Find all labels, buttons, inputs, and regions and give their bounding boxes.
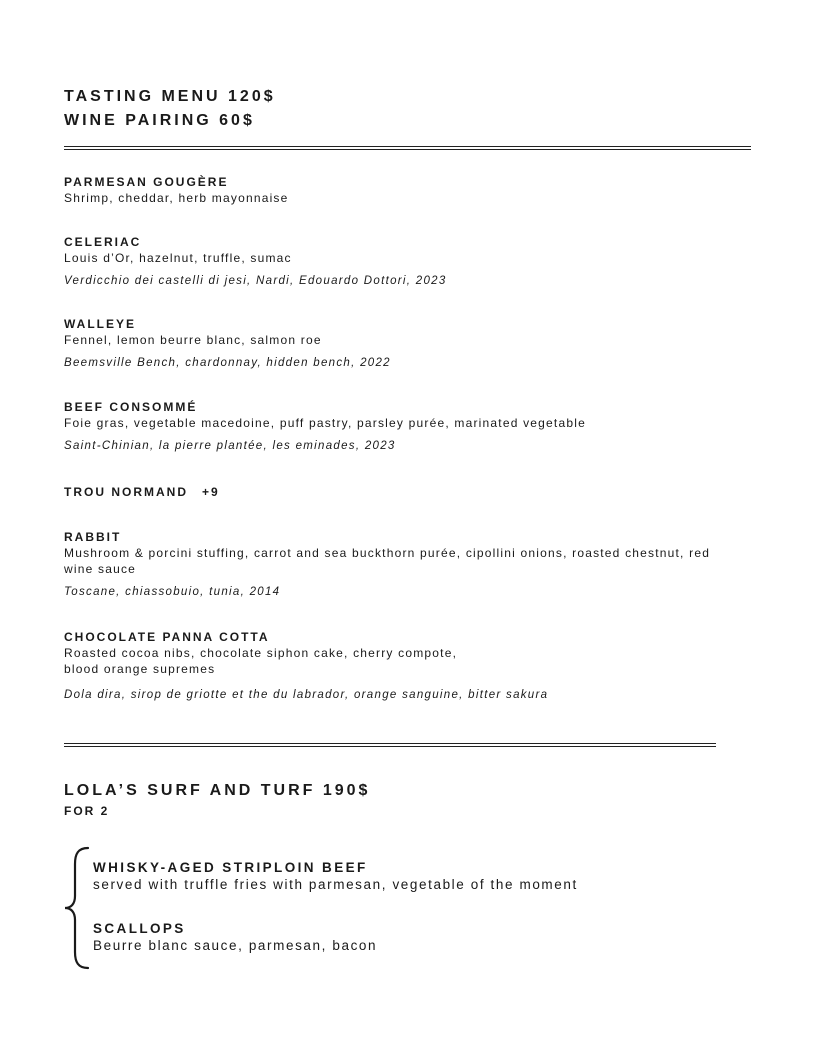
course-description-line: Roasted cocoa nibs, chocolate siphon cake, cherry compote, bbox=[64, 646, 458, 660]
course-name: RABBIT bbox=[64, 530, 122, 544]
supplement-price: +9 bbox=[202, 485, 220, 499]
surf-and-turf-title: LOLA’S SURF AND TURF 190$ bbox=[64, 782, 371, 799]
menu-header bbox=[64, 85, 276, 133]
course-description: Louis d’Or, hazelnut, truffle, sumac bbox=[64, 251, 292, 265]
course-trou-normand bbox=[64, 484, 744, 500]
top-divider bbox=[64, 146, 751, 150]
wine-pairing: Saint-Chinian, la pierre plantée, les eminades, 2023 bbox=[64, 440, 396, 452]
middle-divider bbox=[64, 743, 716, 747]
course-name: PARMESAN GOUGÈRE bbox=[64, 175, 229, 189]
course-description: Mushroom & porcini stuffing, carrot and sea buckthorn purée, cipollini onions, roasted chestnut, red wine sauce bbox=[64, 546, 711, 576]
item-description: served with truffle fries with parmesan, vegetable of the moment bbox=[93, 877, 578, 892]
surf-and-turf-subtitle: FOR 2 bbox=[64, 804, 110, 818]
course-beef-consomme bbox=[64, 399, 744, 454]
item-name: WHISKY-AGED STRIPLOIN BEEF bbox=[93, 860, 368, 875]
curly-brace-icon bbox=[60, 846, 94, 970]
course-description: Fennel, lemon beurre blanc, salmon roe bbox=[64, 333, 322, 347]
course-name: WALLEYE bbox=[64, 317, 137, 331]
course-walleye bbox=[64, 316, 744, 371]
course-chocolate-panna-cotta bbox=[64, 629, 744, 703]
wine-pairing: Dola dira, sirop de griotte et the du labrador, orange sanguine, bitter sakura bbox=[64, 689, 549, 701]
tasting-menu-price: TASTING MENU 120$ bbox=[64, 88, 276, 105]
course-name: BEEF CONSOMMÉ bbox=[64, 400, 198, 414]
item-name: SCALLOPS bbox=[93, 921, 186, 936]
surf-and-turf-item-striploin bbox=[93, 859, 733, 893]
surf-and-turf-item-scallops bbox=[93, 920, 733, 954]
wine-pairing: Toscane, chiassobuio, tunia, 2014 bbox=[64, 586, 281, 598]
course-celeriac bbox=[64, 234, 744, 289]
course-parmesan-gougere bbox=[64, 174, 744, 206]
wine-pairing: Verdicchio dei castelli di jesi, Nardi, Edouardo Dottori, 2023 bbox=[64, 275, 447, 287]
wine-pairing-price: WINE PAIRING 60$ bbox=[64, 112, 255, 129]
course-description: Foie gras, vegetable macedoine, puff pastry, parsley purée, marinated vegetable bbox=[64, 416, 586, 430]
course-name: TROU NORMAND bbox=[64, 485, 188, 499]
wine-pairing: Beemsville Bench, chardonnay, hidden bench, 2022 bbox=[64, 357, 391, 369]
item-description: Beurre blanc sauce, parmesan, bacon bbox=[93, 938, 378, 953]
course-name: CELERIAC bbox=[64, 235, 142, 249]
course-name: CHOCOLATE PANNA COTTA bbox=[64, 630, 270, 644]
course-description-line: blood orange supremes bbox=[64, 662, 216, 676]
course-rabbit bbox=[64, 529, 744, 600]
course-description: Shrimp, cheddar, herb mayonnaise bbox=[64, 191, 289, 205]
